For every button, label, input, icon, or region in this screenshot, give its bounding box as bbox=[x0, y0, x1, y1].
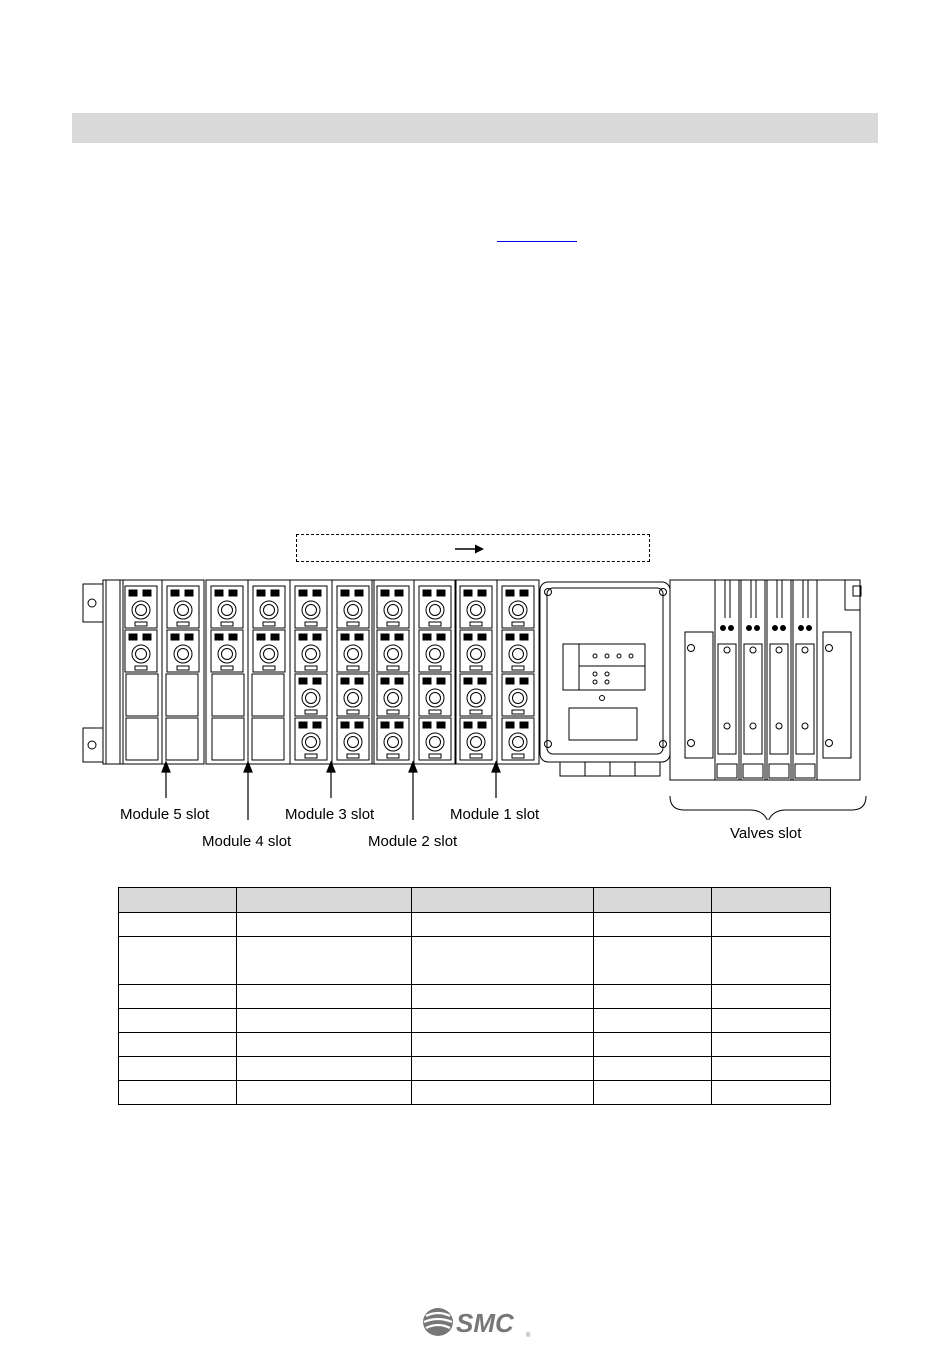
table-row bbox=[119, 1057, 831, 1081]
table-row bbox=[119, 1081, 831, 1105]
table-header-cell bbox=[119, 888, 237, 913]
io-module bbox=[455, 580, 539, 764]
section-heading-bar bbox=[72, 113, 878, 143]
table-row bbox=[119, 937, 831, 985]
valves-caption: Valves slot bbox=[730, 825, 802, 842]
valves-brace bbox=[670, 796, 866, 820]
table-header-cell bbox=[712, 888, 831, 913]
io-module bbox=[372, 580, 456, 764]
io-module bbox=[206, 580, 290, 764]
table-header-cell bbox=[594, 888, 712, 913]
arrow-right-icon bbox=[455, 543, 485, 555]
svg-text:®: ® bbox=[526, 1333, 531, 1339]
table-header-cell bbox=[412, 888, 594, 913]
module-5-caption: Module 5 slot bbox=[120, 806, 210, 823]
valve-station bbox=[715, 580, 739, 780]
smc-logo-icon bbox=[422, 1304, 532, 1340]
io-module bbox=[290, 580, 374, 764]
module-1-caption: Module 1 slot bbox=[450, 806, 540, 823]
status-led-panel bbox=[563, 644, 645, 690]
label-window bbox=[569, 708, 637, 740]
module-2-caption: Module 2 slot bbox=[368, 833, 458, 850]
io-modules bbox=[120, 580, 539, 764]
hyperlink-underline[interactable] bbox=[497, 241, 577, 242]
valve-station bbox=[741, 580, 765, 780]
module-3-caption: Module 3 slot bbox=[285, 806, 375, 823]
io-module bbox=[120, 580, 204, 764]
direction-callout-box bbox=[296, 534, 650, 562]
logo-wordmark: SMC bbox=[456, 1308, 514, 1338]
left-bracket-top bbox=[83, 584, 103, 622]
module-4-caption: Module 4 slot bbox=[202, 833, 292, 850]
valve-station bbox=[793, 580, 817, 780]
si-unit-body bbox=[540, 582, 670, 762]
valve-station bbox=[767, 580, 791, 780]
table-header-row bbox=[119, 888, 831, 913]
table-row bbox=[119, 985, 831, 1009]
table-header-cell bbox=[237, 888, 412, 913]
table-row bbox=[119, 1033, 831, 1057]
left-bracket-bottom bbox=[83, 728, 103, 762]
slot-table bbox=[118, 887, 831, 1105]
table-row bbox=[119, 913, 831, 937]
table-row bbox=[119, 1009, 831, 1033]
valve-stations bbox=[715, 580, 817, 780]
